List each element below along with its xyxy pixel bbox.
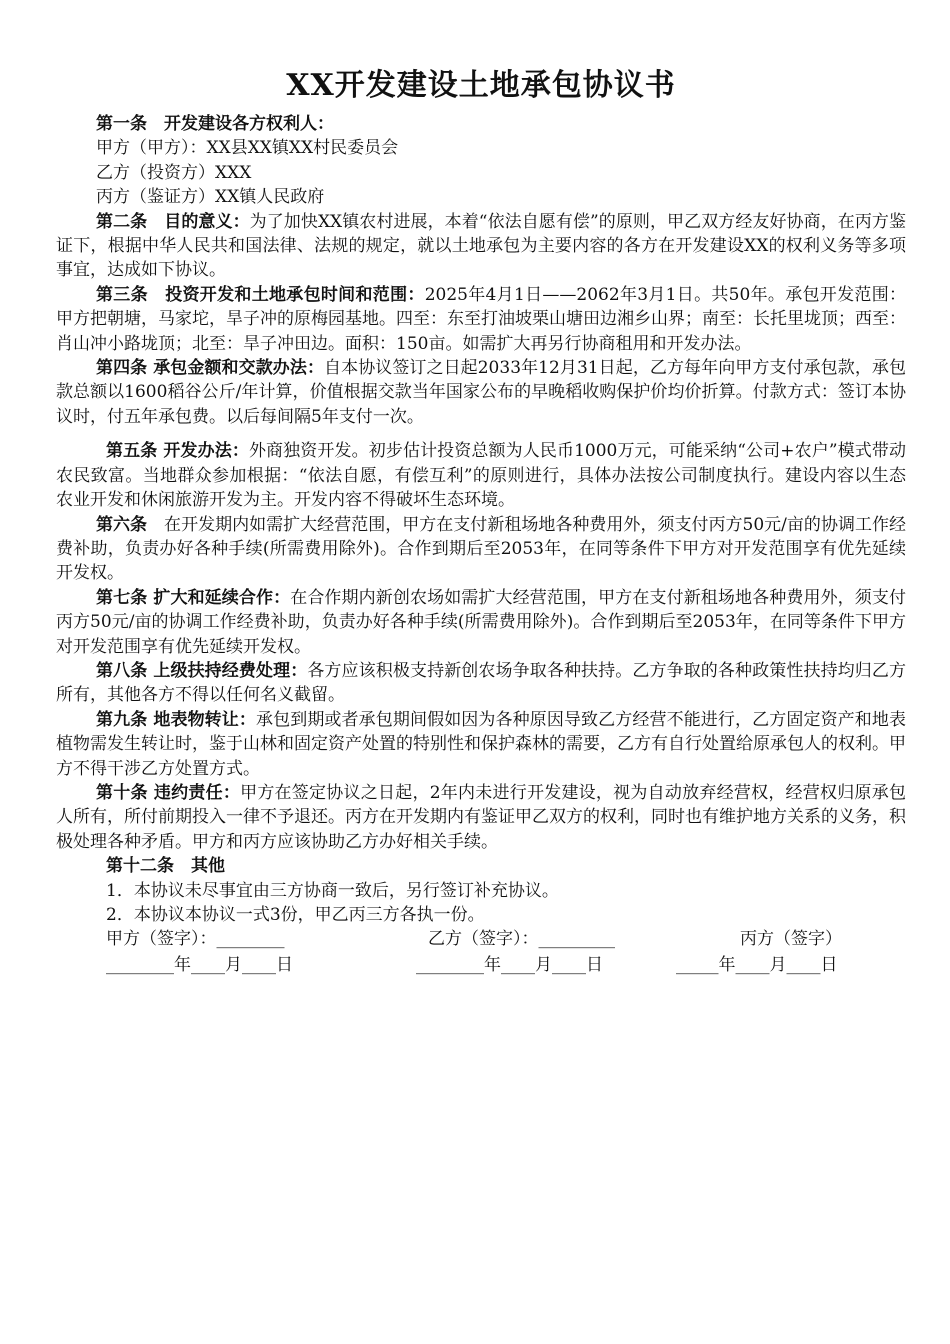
- article-1-heading: [56, 112, 906, 136]
- article-6-title: 第六条: [96, 514, 148, 535]
- article-3: [56, 283, 906, 356]
- article-9: [56, 708, 906, 781]
- agreement-document: [56, 62, 906, 979]
- article-9-body: 承包到期或者承包期间假如因为各种原因导致乙方经营不能进行，乙方固定资产和地表植物需发生转让时，鉴于山林和固定资产处置的特别性和保护森林的需要，乙方有自行处置给原承包人的权利。甲方不得干涉乙方处置方式。: [56, 709, 906, 779]
- article-12-item-1: 1．本协议未尽事宜由三方协商一致后，另行签订补充协议。: [106, 880, 559, 901]
- article-8-body: 各方应该积极支持新创农场争取各种扶持。乙方争取的各种政策性扶持均归乙方所有，其他各方不得以任何名义截留。: [56, 660, 907, 706]
- party-b-line: 乙方（投资方）XXX: [96, 162, 252, 183]
- article-8: [56, 659, 906, 708]
- party-c-signature: 丙方（签字）: [740, 929, 842, 950]
- party-b-date: ________年____月____日: [416, 955, 603, 976]
- article-7: [56, 586, 906, 659]
- article-8-title: 第八条 上级扶持经费处理：: [96, 660, 308, 681]
- article-10-body: 甲方在签定协议之日起，2年内未进行开发建设，视为自动放弃经营权，经营权归原承包人所有，所付前期投入一律不予退还。丙方在开发期内有鉴证甲乙双方的权利，同时也有维护地方关系的义务，积极处理各种矛盾。甲方和丙方应该协助乙方办好相关手续。: [56, 782, 906, 852]
- article-2-body: 为了加快XX镇农村进展，本着“依法自愿有偿”的原则，甲乙双方经友好协商，在丙方鉴证下，根据中华人民共和国法律、法规的规定，就以土地承包为主要内容的各方在开发建设XX的权利义务等多项事宜，达成如下协议。: [56, 211, 906, 281]
- article-12-title: 第十二条 其他: [106, 856, 225, 877]
- article-10-title: 第十条 违约责任：: [96, 782, 241, 803]
- article-9-title: 第九条 地表物转让：: [96, 709, 256, 730]
- party-b-signature: 乙方（签字）：_________: [428, 929, 615, 950]
- article-5-title: 第五条 开发办法：: [106, 441, 249, 462]
- party-c-date: _____年____月____日: [676, 955, 838, 976]
- party-a-line: 甲方（甲方）：XX县XX镇XX村民委员会: [96, 138, 399, 159]
- article-5: [56, 439, 906, 512]
- article-6-body: 在开发期内如需扩大经营范围，甲方在支付新租场地各种费用外，须支付丙方50元/亩的协调工作经费补助，负责办好各种手续(所需费用除外)。合作到期后至2053年，在同等条件下甲方对开发范围享有优先延续开发权。: [56, 514, 907, 584]
- article-6: [56, 513, 906, 586]
- article-1-title: 第一条 开发建设各方权利人：: [96, 114, 334, 134]
- document-title: XX开发建设土地承包协议书: [286, 68, 676, 103]
- signature-row: [56, 927, 906, 953]
- article-4-body: 自本协议签订之日起2033年12月31日起，乙方每年向甲方支付承包款，承包款总额以1600稻谷公斤/年计算，价值根据交款当年国家公布的早晚稻收购保护价均价折算。付款方式：签订本协议时，付五年承包费。以后每间隔5年支付一次。: [56, 358, 907, 427]
- party-a-signature: 甲方（签字）：________: [106, 929, 285, 950]
- date-row: [56, 953, 906, 979]
- party-c-line: 丙方（鉴证方）XX镇人民政府: [96, 187, 325, 208]
- article-12-item-2: 2．本协议本协议一式3份，甲乙丙三方各执一份。: [106, 905, 485, 925]
- article-10: [56, 781, 906, 854]
- article-7-title: 第七条 扩大和延续合作：: [96, 587, 291, 608]
- article-3-body: 2025年4月1日——2062年3月1日。共50年。承包开发范围：甲方把朝塘，马家坨，旱子冲的原梅园基地。四至：东至打油坡栗山塘田边湘乡山界；南至：长托里垅顶；西至：肖山冲小路垅顶；北至：旱子冲田边。面积：150亩。如需扩大再另行协商租用和开发办法。: [56, 284, 906, 354]
- article-7-body: 在合作期内新创农场如需扩大经营范围，甲方在支付新租场地各种费用外，须支付丙方50元/亩的协调工作经费补助，负责办好各种手续(所需费用除外)。合作到期后至2053年，在同等条件下甲方对开发范围享有优先延续开发权。: [56, 587, 906, 657]
- article-4-title: 第四条 承包金额和交款办法：: [96, 358, 325, 379]
- party-a-date: ________年____月____日: [106, 955, 293, 976]
- article-5-body: 外商独资开发。初步估计投资总额为人民币1000万元，可能采纳“公司+农户”模式带动农民致富。当地群众参加根据：“依法自愿，有偿互利”的原则进行，具体办法按公司制度执行。建设内容以生态农业开发和休闲旅游开发为主。开发内容不得破坏生态环境。: [56, 441, 906, 511]
- article-3-title: 第三条 投资开发和土地承包时间和范围：: [96, 284, 425, 305]
- article-2: [56, 210, 906, 283]
- article-12-heading: [56, 854, 906, 878]
- article-2-title: 第二条 目的意义：: [96, 211, 250, 232]
- article-4: [56, 356, 906, 429]
